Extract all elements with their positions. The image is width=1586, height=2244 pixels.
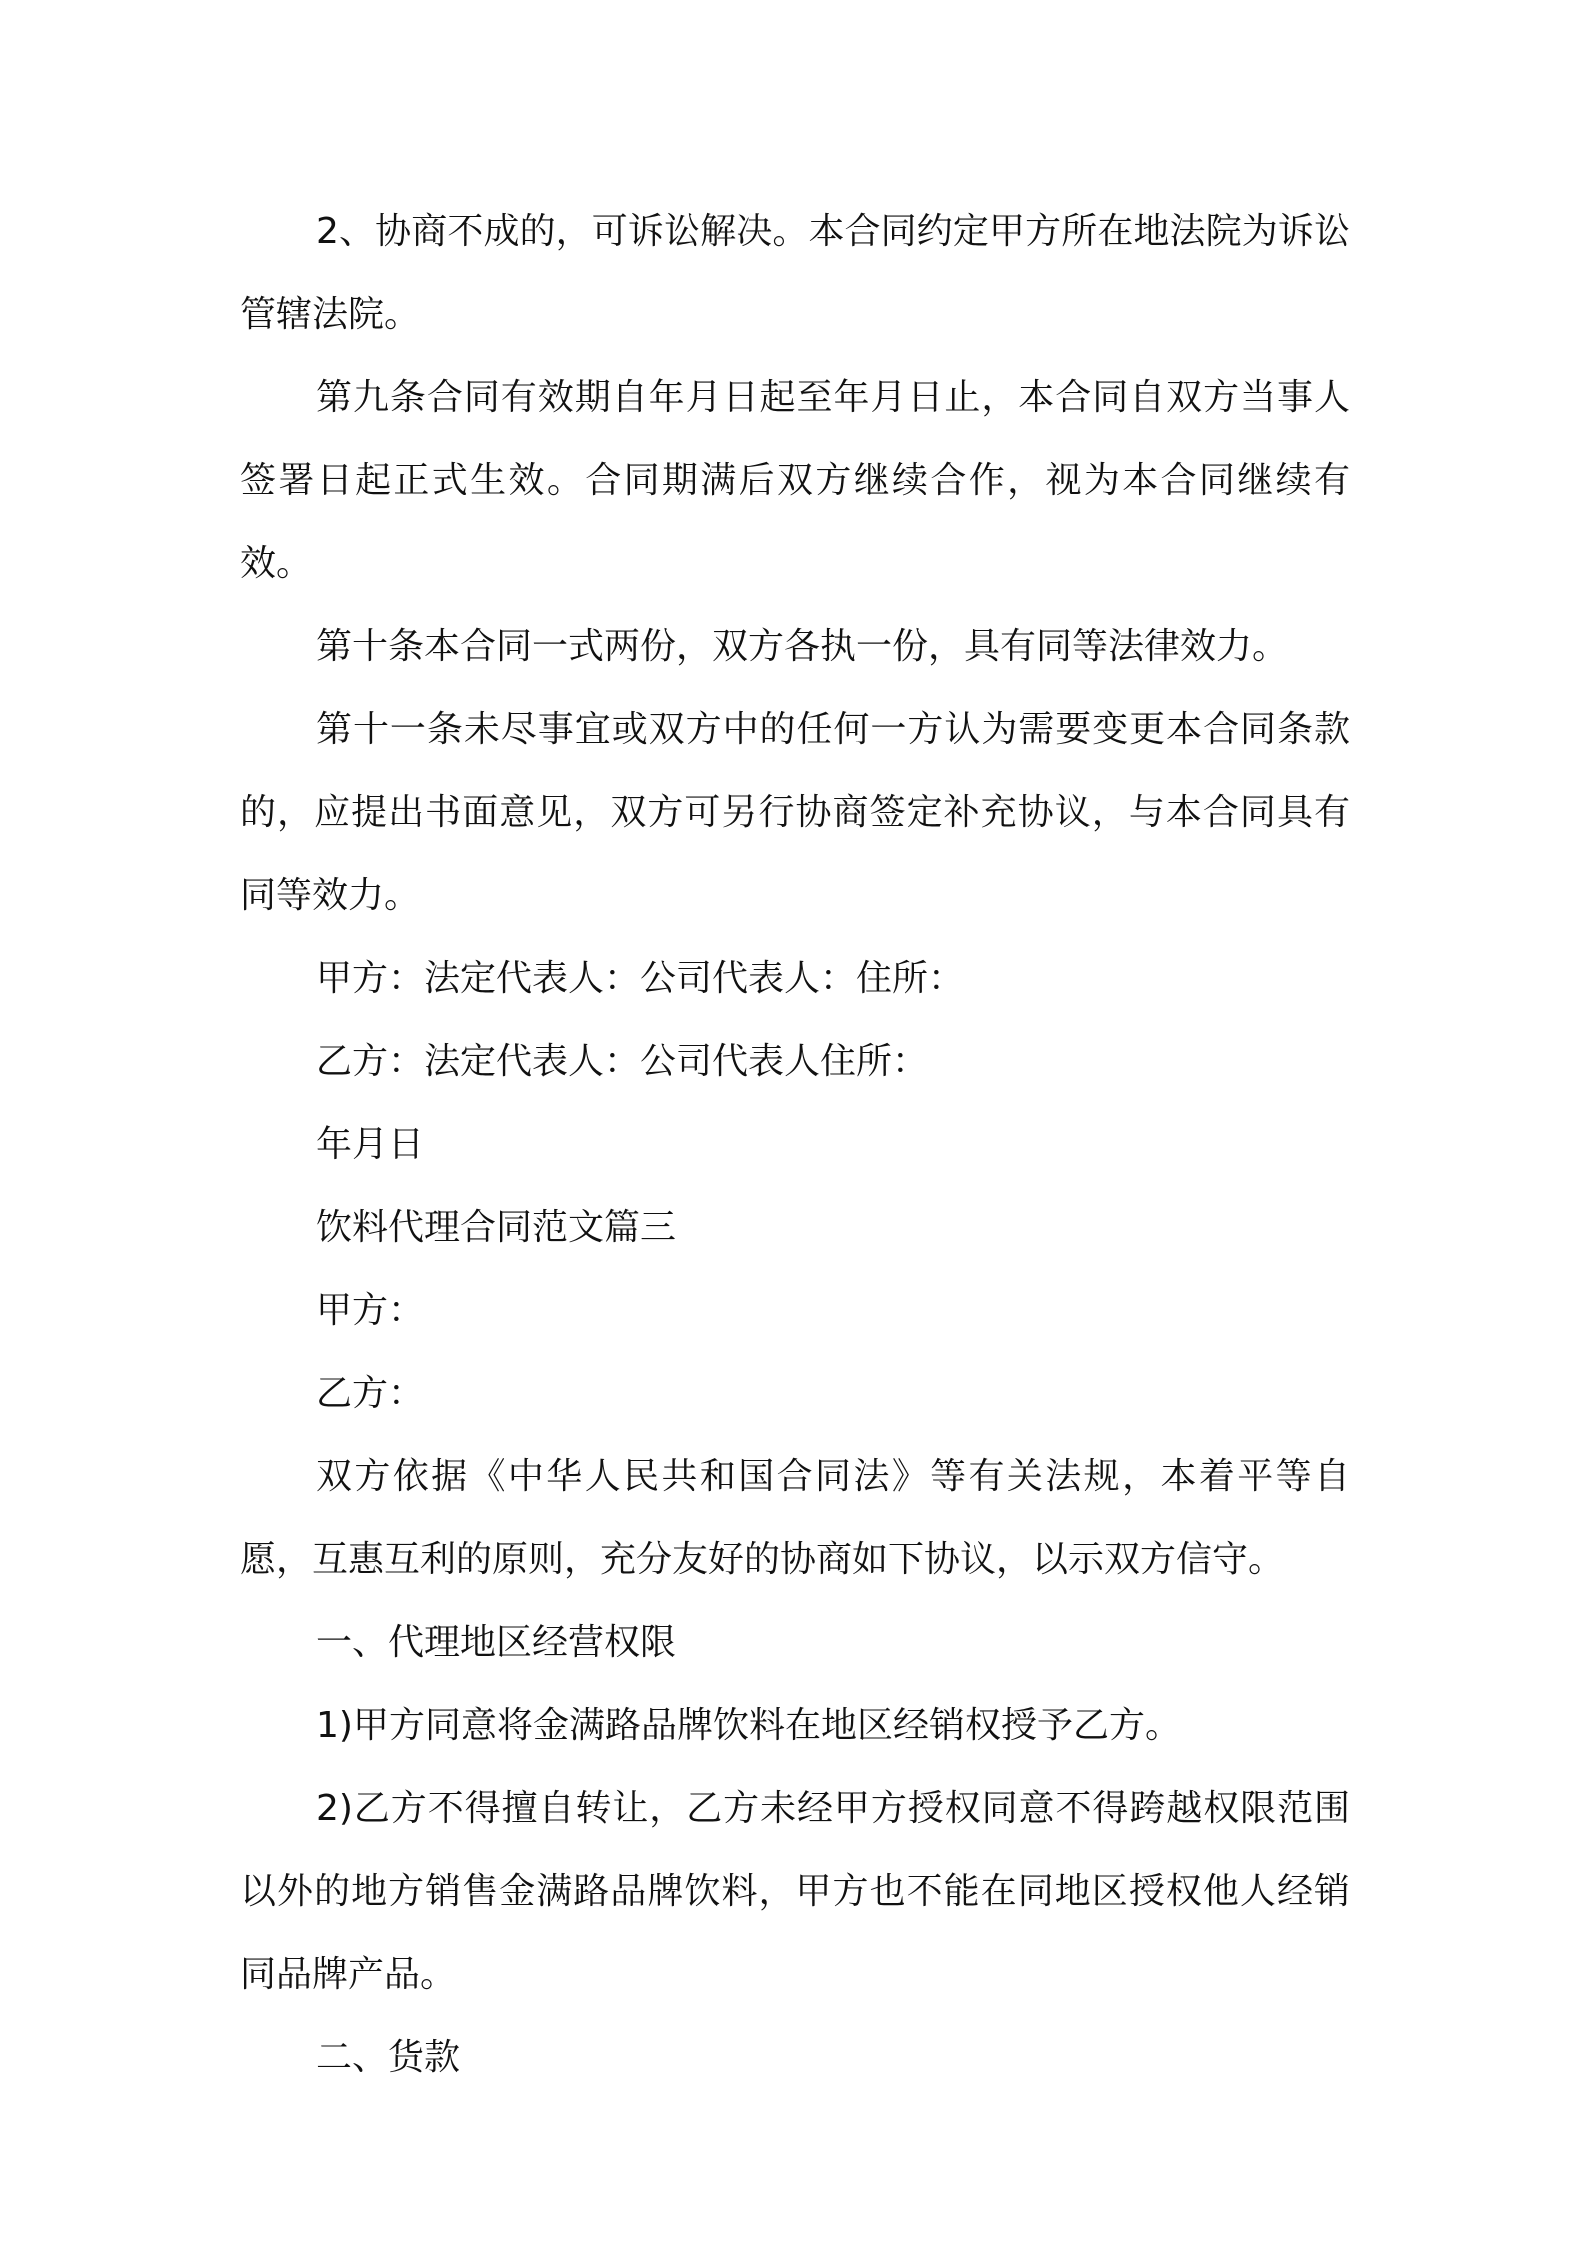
heading-payment: 二、货款: [316, 2037, 461, 2078]
paragraph-preamble: 双方依据《中华人民共和国合同法》等有关法规，本着平等自愿，互惠互利的原则，充分友好的协商如下协议，以示双方信守。: [240, 1456, 1350, 1580]
paragraph-clause-jurisdiction: 2、协商不成的，可诉讼解决。本合同约定甲方所在地法院为诉讼管辖法院。: [240, 211, 1350, 335]
document-page: [240, 190, 1350, 2099]
party-b-line: 乙方：: [316, 1373, 425, 1414]
heading-agency-region: 一、代理地区经营权限: [316, 1622, 677, 1663]
paragraph-item-2: 2)乙方不得擅自转让，乙方未经甲方授权同意不得跨越权限范围以外的地方销售金满路品牌饮料，甲方也不能在同地区授权他人经销同品牌产品。: [240, 1788, 1350, 1995]
party-a-line: 甲方：: [316, 1290, 425, 1331]
party-a-signature-line: 甲方：法定代表人：公司代表人：住所：: [316, 958, 965, 999]
paragraph-clause-11: 第十一条未尽事宜或双方中的任何一方认为需要变更本合同条款的，应提出书面意见，双方可另行协商签定补充协议，与本合同具有同等效力。: [240, 709, 1350, 916]
paragraph-item-1: 1)甲方同意将金满路品牌饮料在地区经销权授予乙方。: [316, 1705, 1181, 1746]
section-title: 饮料代理合同范文篇三: [316, 1207, 677, 1248]
date-line: 年月日: [316, 1124, 425, 1165]
paragraph-clause-10: 第十条本合同一式两份，双方各执一份，具有同等法律效力。: [316, 626, 1289, 667]
party-b-signature-line: 乙方：法定代表人：公司代表人住所：: [316, 1041, 929, 1082]
paragraph-clause-9: 第九条合同有效期自年月日起至年月日止，本合同自双方当事人签署日起正式生效。合同期满后双方继续合作，视为本合同继续有效。: [240, 377, 1350, 584]
